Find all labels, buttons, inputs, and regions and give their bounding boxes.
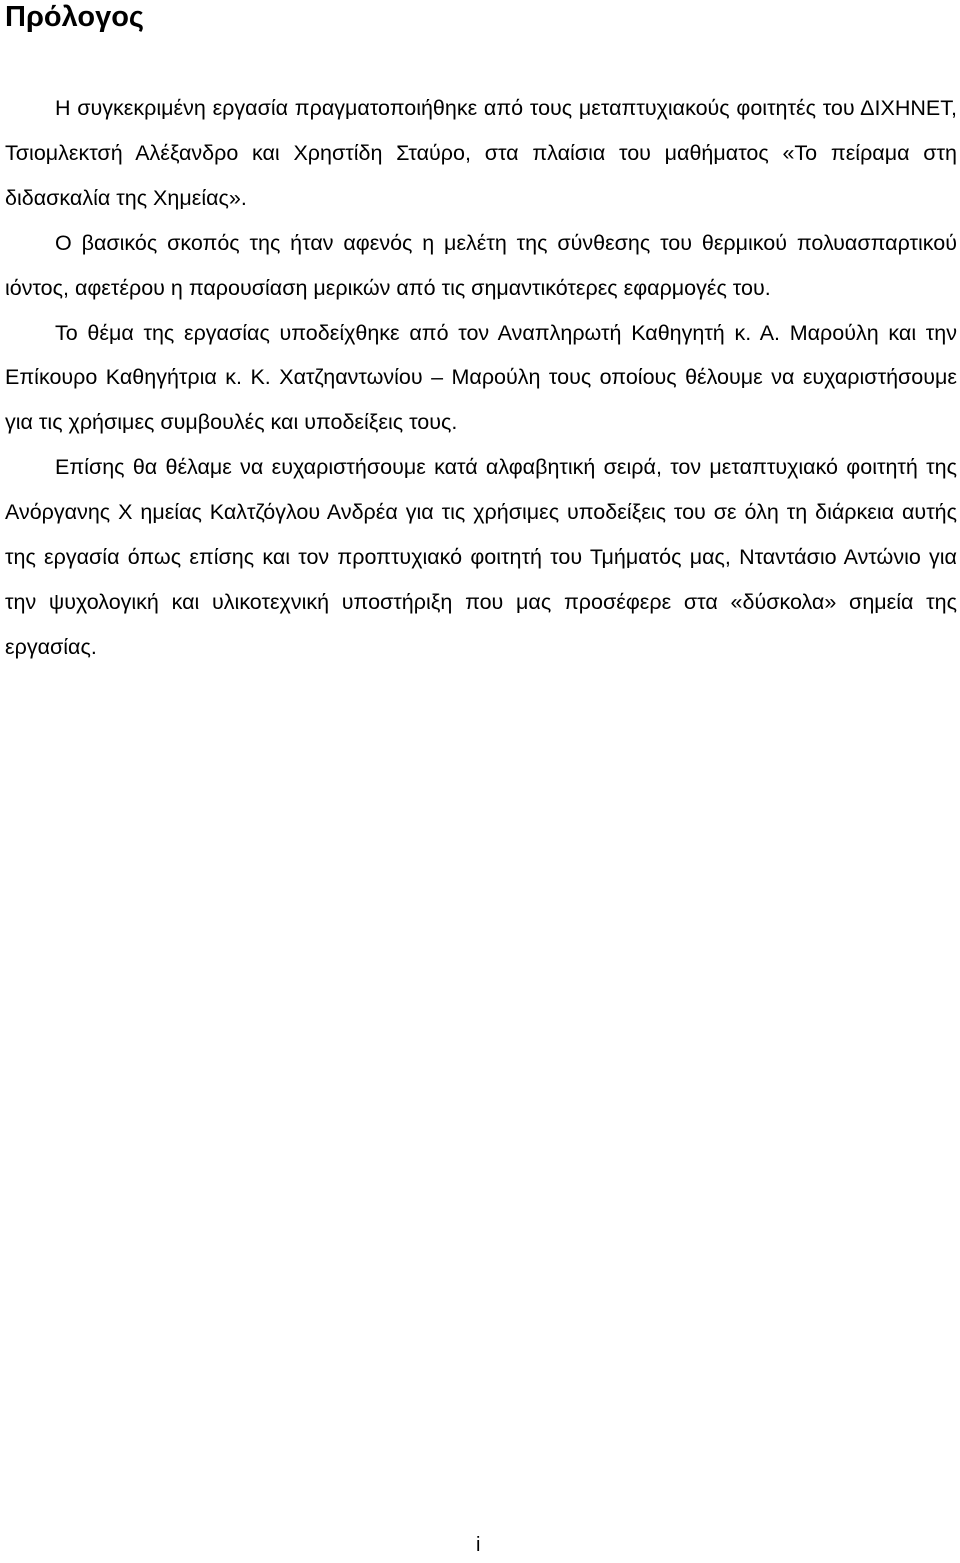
paragraph-purpose: Ο βασικός σκοπός της ήταν αφενός η μελέτη της σύνθεσης του θερμικού πολυασπαρτικού ιόντος, αφετέρου η παρουσίαση μερικών από τις σημαντικότερες εφαρμογές του. xyxy=(5,230,957,300)
paragraph-acknowledgements: Επίσης θα θέλαμε να ευχαριστήσουμε κατά αλφαβητική σειρά, τον μεταπτυχιακό φοιτητή της Ανόργανης Χ ημείας Καλτζόγλου Ανδρέα για τις χρήσιμες υποδείξεις του σε όλη τη διάρκεια αυτής της εργασία όπως επίσης και τον προπτυχιακό φοιτητή του Τμήματός μας, Νταντάσιο Αντώνιο για την ψυχολογική και υλικοτεχνική υποστήριξη που μας προσέφερε στα «δύσκολα» σημεία της εργασίας. xyxy=(5,455,957,659)
paragraph-topic: Το θέμα της εργασίας υποδείχθηκε από τον Αναπληρωτή Καθηγητή κ. Α. Μαρούλη και την Επίκουρο Καθηγήτρια κ. Κ. Χατζηαντωνίου – Μαρούλη τους οποίους θέλουμε να ευχαριστήσουμε για τις χρήσιμες συμβουλές και υποδείξεις τους. xyxy=(5,320,957,435)
page-number: i xyxy=(476,1534,481,1556)
preface-body xyxy=(5,86,957,670)
page-title: Πρόλογος xyxy=(5,1,145,33)
paragraph-intro: Η συγκεκριμένη εργασία πραγματοποιήθηκε από τους μεταπτυχιακούς φοιτητές του ΔΙΧΗΝΕΤ, Τσιομλεκτσή Αλέξανδρο και Χρηστίδη Σταύρο, στα πλαίσια του μαθήματος «Το πείραμα στη διδασκαλία της Χημείας». xyxy=(5,96,957,210)
